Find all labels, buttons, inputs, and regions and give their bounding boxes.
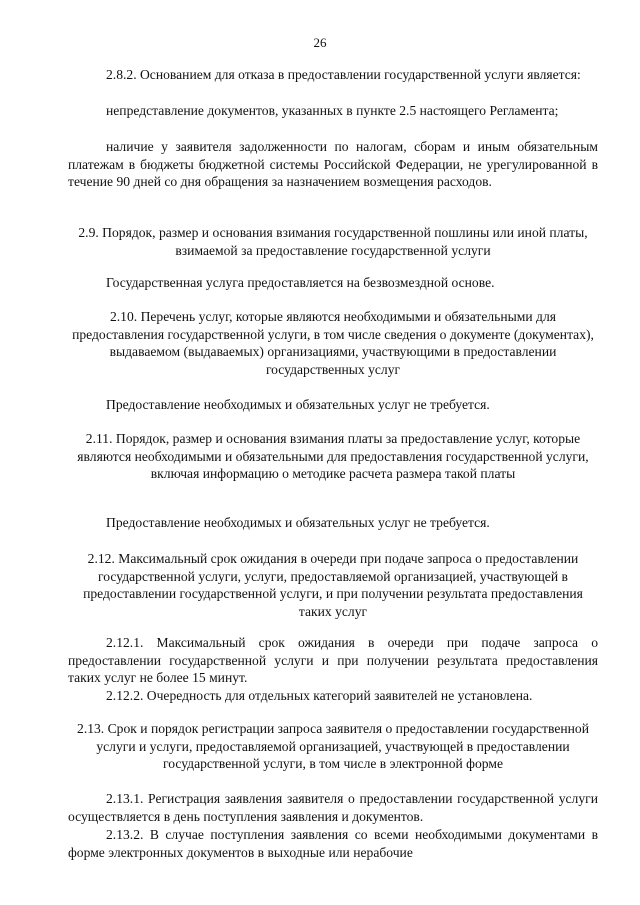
paragraph-2-12-2: 2.12.2. Очередность для отдельных категорий заявителей не установлена. [106,688,533,703]
paragraph-2-13-1: 2.13.1. Регистрация заявления заявителя о предоставлении государственной услуги осуществляется в день поступления заявления и документов. [68,791,598,824]
paragraph-missing-documents: непредставление документов, указанных в пункте 2.5 настоящего Регламента; [106,103,559,118]
paragraph-not-required-1: Предоставление необходимых и обязательных услуг не требуется. [106,397,490,412]
paragraph-tax-debt: наличие у заявителя задолженности по налогам, сборам и иным обязательным платежам в бюджеты бюджетной системы Российской Федерации, не урегулированной в течение 90 дней со дня обращения за назначением возмещения расходов. [68,139,598,190]
paragraph-2-12-1: 2.12.1. Максимальный срок ожидания в очереди при подаче запроса о предоставлении государственной услуги и при получении результата предоставления таких услуг не более 15 минут. [68,635,598,686]
heading-2-12: 2.12. Максимальный срок ожидания в очереди при подаче запроса о предоставлении государственной услуги, услуги, предоставляемой организацией, участвующей в предоставлении государственной услуги, и при получении результата предоставления таких услуг [83,551,583,619]
page-number: 26 [313,35,327,50]
heading-2-11: 2.11. Порядок, размер и основания взимания платы за предоставление услуг, которые являются необходимыми и обязательными для предоставления государственной услуги, включая информацию о методике расчета размера такой платы [77,431,589,482]
heading-2-13: 2.13. Срок и порядок регистрации запроса заявителя о предоставлении государственной услуги и услуги, предоставляемой организацией, участвующей в предоставлении государственной услуги, в том числе в электронной форме [77,721,589,772]
heading-2-9: 2.9. Порядок, размер и основания взимания государственной пошлины или иной платы, взимаемой за предоставление государственной услуги [78,225,588,258]
heading-2-10: 2.10. Перечень услуг, которые являются необходимыми и обязательными для предоставления государственной услуги, в том числе сведения о документе (документах), выдаваемом (выдаваемых) организациями, участвующими в предоставлении государственных услуг [72,309,594,377]
paragraph-2-13-2: 2.13.2. В случае поступления заявления со всеми необходимыми документами в форме электронных документов в выходные или нерабочие [68,827,598,860]
paragraph-free-of-charge: Государственная услуга предоставляется на безвозмездной основе. [106,275,495,290]
paragraph-not-required-2: Предоставление необходимых и обязательных услуг не требуется. [106,515,490,530]
paragraph-2-8-2: 2.8.2. Основанием для отказа в предоставлении государственной услуги является: [106,67,581,82]
